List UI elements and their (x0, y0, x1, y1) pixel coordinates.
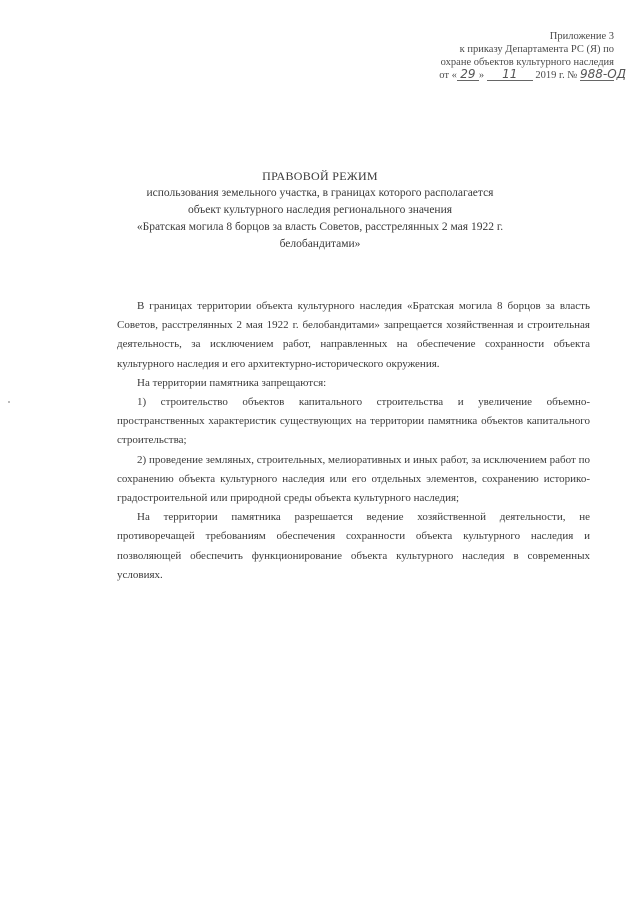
document-title (100, 168, 540, 253)
title-main: ПРАВОВОЙ РЕЖИМ (262, 169, 378, 183)
appendix-header (414, 30, 627, 82)
date-prefix: от « (439, 70, 457, 81)
paragraph-2: На территории памятника запрещаются: (137, 376, 327, 389)
title-line-2: использования земельного участка, в границах которого располагается (146, 187, 494, 199)
paragraph-1: В границах территории объекта культурного наследия «Братская могила 8 борцов за власть Советов, расстрелянных 2 мая 1922 г. белобандитами» запрещается хозяйственная и строительная деятельность, за исключением работ, направленных на обеспечение сохранности объекта культурного наследия и его архитектурно-исторического окружения. (117, 300, 590, 370)
date-month: 11 (487, 69, 533, 81)
date-mid: » (478, 70, 485, 81)
appendix-date-line (414, 67, 627, 82)
title-line-4: «Братская могила 8 борцов за власть Советов, расстрелянных 2 мая 1922 г. (136, 221, 504, 233)
appendix-line-2: к приказу Департамента РС (Я) по (459, 44, 614, 55)
paragraph-3: 1) строительство объектов капитального строительства и увеличение объемно-пространственных характеристик существующих на территории памятника объектов капитального строительства; (117, 396, 590, 447)
paragraph-4: 2) проведение земляных, строительных, мелиоративных и иных работ, за исключением работ по сохранению объекта культурного наследия или его отдельных элементов, сохранению историко-градостроительной или природной среды объекта культурного наследия; (117, 453, 590, 505)
document-body (117, 297, 590, 585)
appendix-line-1: Приложение 3 (549, 31, 614, 42)
date-day: 29 (457, 69, 479, 81)
title-line-5: белобандитами» (279, 238, 361, 250)
appendix-line-3: охране объектов культурного наследия (440, 57, 614, 68)
date-year: 2019 г. № (535, 70, 578, 81)
title-line-3: объект культурного наследия регионального значения (187, 204, 453, 216)
scan-speck (8, 401, 10, 403)
order-number: 988-ОД (580, 67, 627, 81)
paragraph-5: На территории памятника разрешается ведение хозяйственной деятельности, не противоречащей требованиям обеспечения сохранности объекта культурного наследия и позволяющей обеспечить функционирование объекта культурного наследия в современных условиях. (117, 511, 590, 581)
